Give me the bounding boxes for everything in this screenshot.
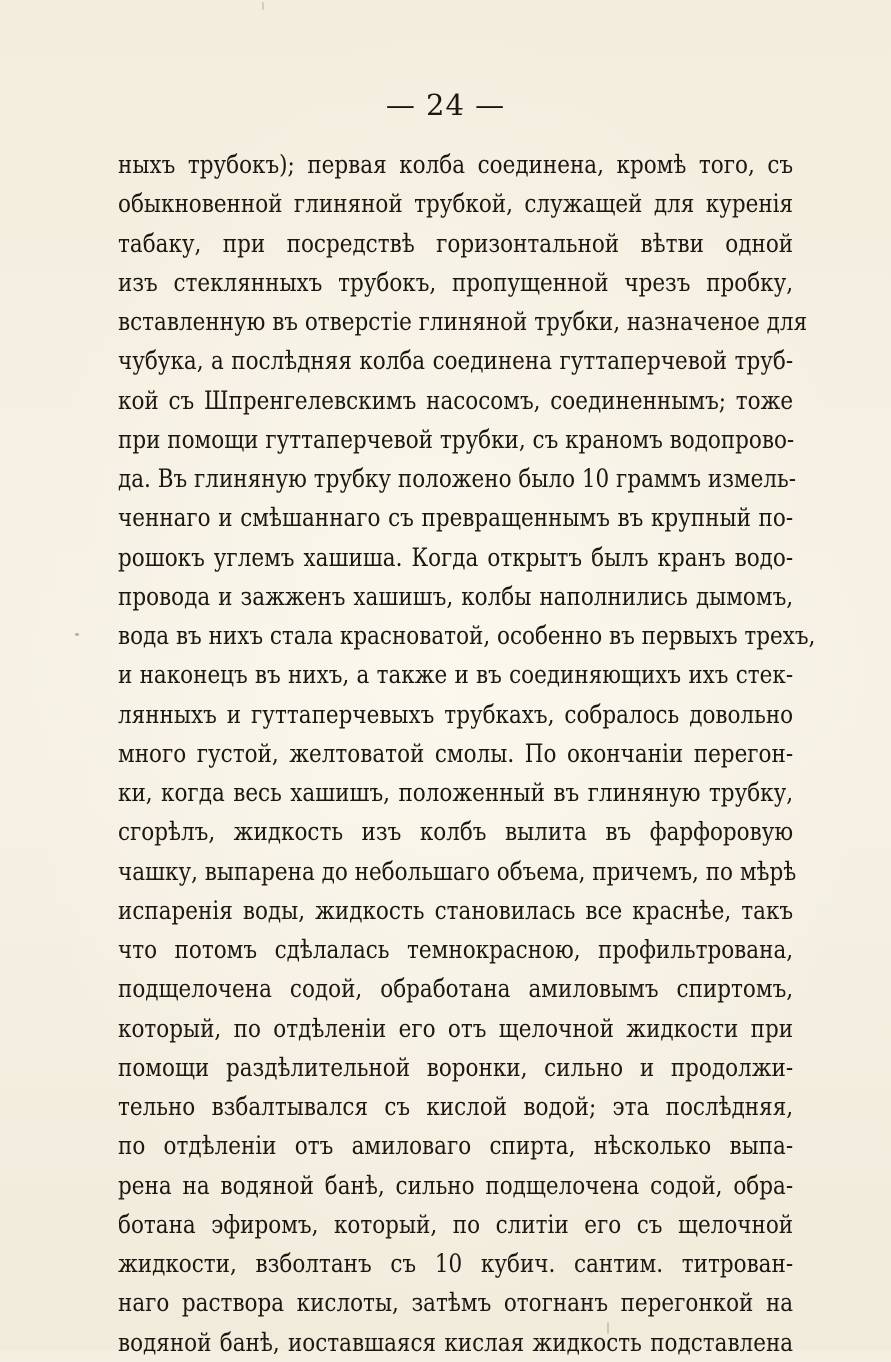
text-line: наго раствора кислоты, затѣмъ отогнанъ перегонкой на: [118, 1288, 794, 1318]
text-line: ботана эфиромъ, который, по слитіи его съ щелочной: [118, 1209, 794, 1239]
text-line: много густой, желтоватой смолы. По окончаніи перегон-: [118, 738, 794, 768]
text-line: да. Въ глиняную трубку положено было 10 граммъ измель-: [118, 464, 797, 493]
text-line: подщелочена содой, обработана амиловымъ спиртомъ,: [118, 974, 794, 1004]
text-line: изъ стеклянныхъ трубокъ, пропущенной чрезъ пробку,: [118, 267, 794, 297]
paper-speck: [262, 2, 264, 10]
paper-speck: [75, 633, 79, 636]
body-text: [118, 145, 816, 1362]
text-line: ныхъ трубокъ); первая колба соединена, кромѣ того, съ: [118, 150, 794, 179]
page-number: — 24 —: [385, 88, 506, 122]
text-line: обыкновенной глиняной трубкой, служащей для куренія: [118, 189, 794, 219]
text-line: чубука, а послѣдняя колба соединена гуттаперчевой труб-: [118, 346, 794, 376]
text-line: жидкости, взболтанъ съ 10 кубич. сантим. титрован-: [118, 1249, 794, 1278]
text-line: испаренія воды, жидкость становилась все краснѣе, такъ: [118, 895, 794, 925]
text-line: кой съ Шпренгелевскимъ насосомъ, соединеннымъ; тоже: [118, 385, 794, 415]
text-line: чашку, выпарена до небольшаго объема, причемъ, по мѣрѣ: [118, 856, 797, 886]
text-line: ченнаго и смѣшаннаго съ превращеннымъ въ крупный по-: [118, 503, 794, 533]
text-line: при помощи гуттаперчевой трубки, съ краномъ водопрово-: [118, 424, 795, 454]
text-line: сгорѣлъ, жидкость изъ колбъ вылита въ фарфоровую: [118, 817, 794, 847]
text-line: провода и зажженъ хашишъ, колбы наполнились дымомъ,: [118, 581, 794, 611]
text-line: рошокъ углемъ хашиша. Когда открытъ былъ кранъ водо-: [118, 542, 794, 572]
paper-speck: [607, 1322, 609, 1334]
text-line: помощи раздѣлительной воронки, сильно и продолжи-: [118, 1052, 794, 1082]
text-line: рена на водяной банѣ, сильно подщелочена содой, обра-: [118, 1170, 794, 1200]
text-line: табаку, при посредствѣ горизонтальной вѣтви одной: [118, 228, 794, 258]
text-line: вода въ нихъ стала красноватой, особенно въ первыхъ трехъ,: [118, 621, 816, 650]
text-line: ки, когда весь хашишъ, положенный въ глиняную трубку,: [118, 778, 794, 807]
text-line: водяной банѣ, иоставшаяся кислая жидкость подставлена: [118, 1327, 794, 1357]
text-line: и наконецъ въ нихъ, а также и въ соединяющихъ ихъ стек-: [118, 660, 794, 690]
text-line: по отдѣленіи отъ амиловаго спирта, нѣсколько выпа-: [118, 1131, 794, 1161]
text-line: тельно взбалтывался съ кислой водой; эта послѣдняя,: [118, 1092, 794, 1121]
text-line: лянныхъ и гуттаперчевыхъ трубкахъ, собралось довольно: [118, 699, 794, 729]
text-line: вставленную въ отверстіе глиняной трубки, назначеное для: [118, 307, 808, 336]
text-line: что потомъ сдѣлалась темнокрасною, профильтрована,: [118, 935, 794, 964]
text-line: который, по отдѣленіи его отъ щелочной жидкости при: [118, 1013, 794, 1043]
